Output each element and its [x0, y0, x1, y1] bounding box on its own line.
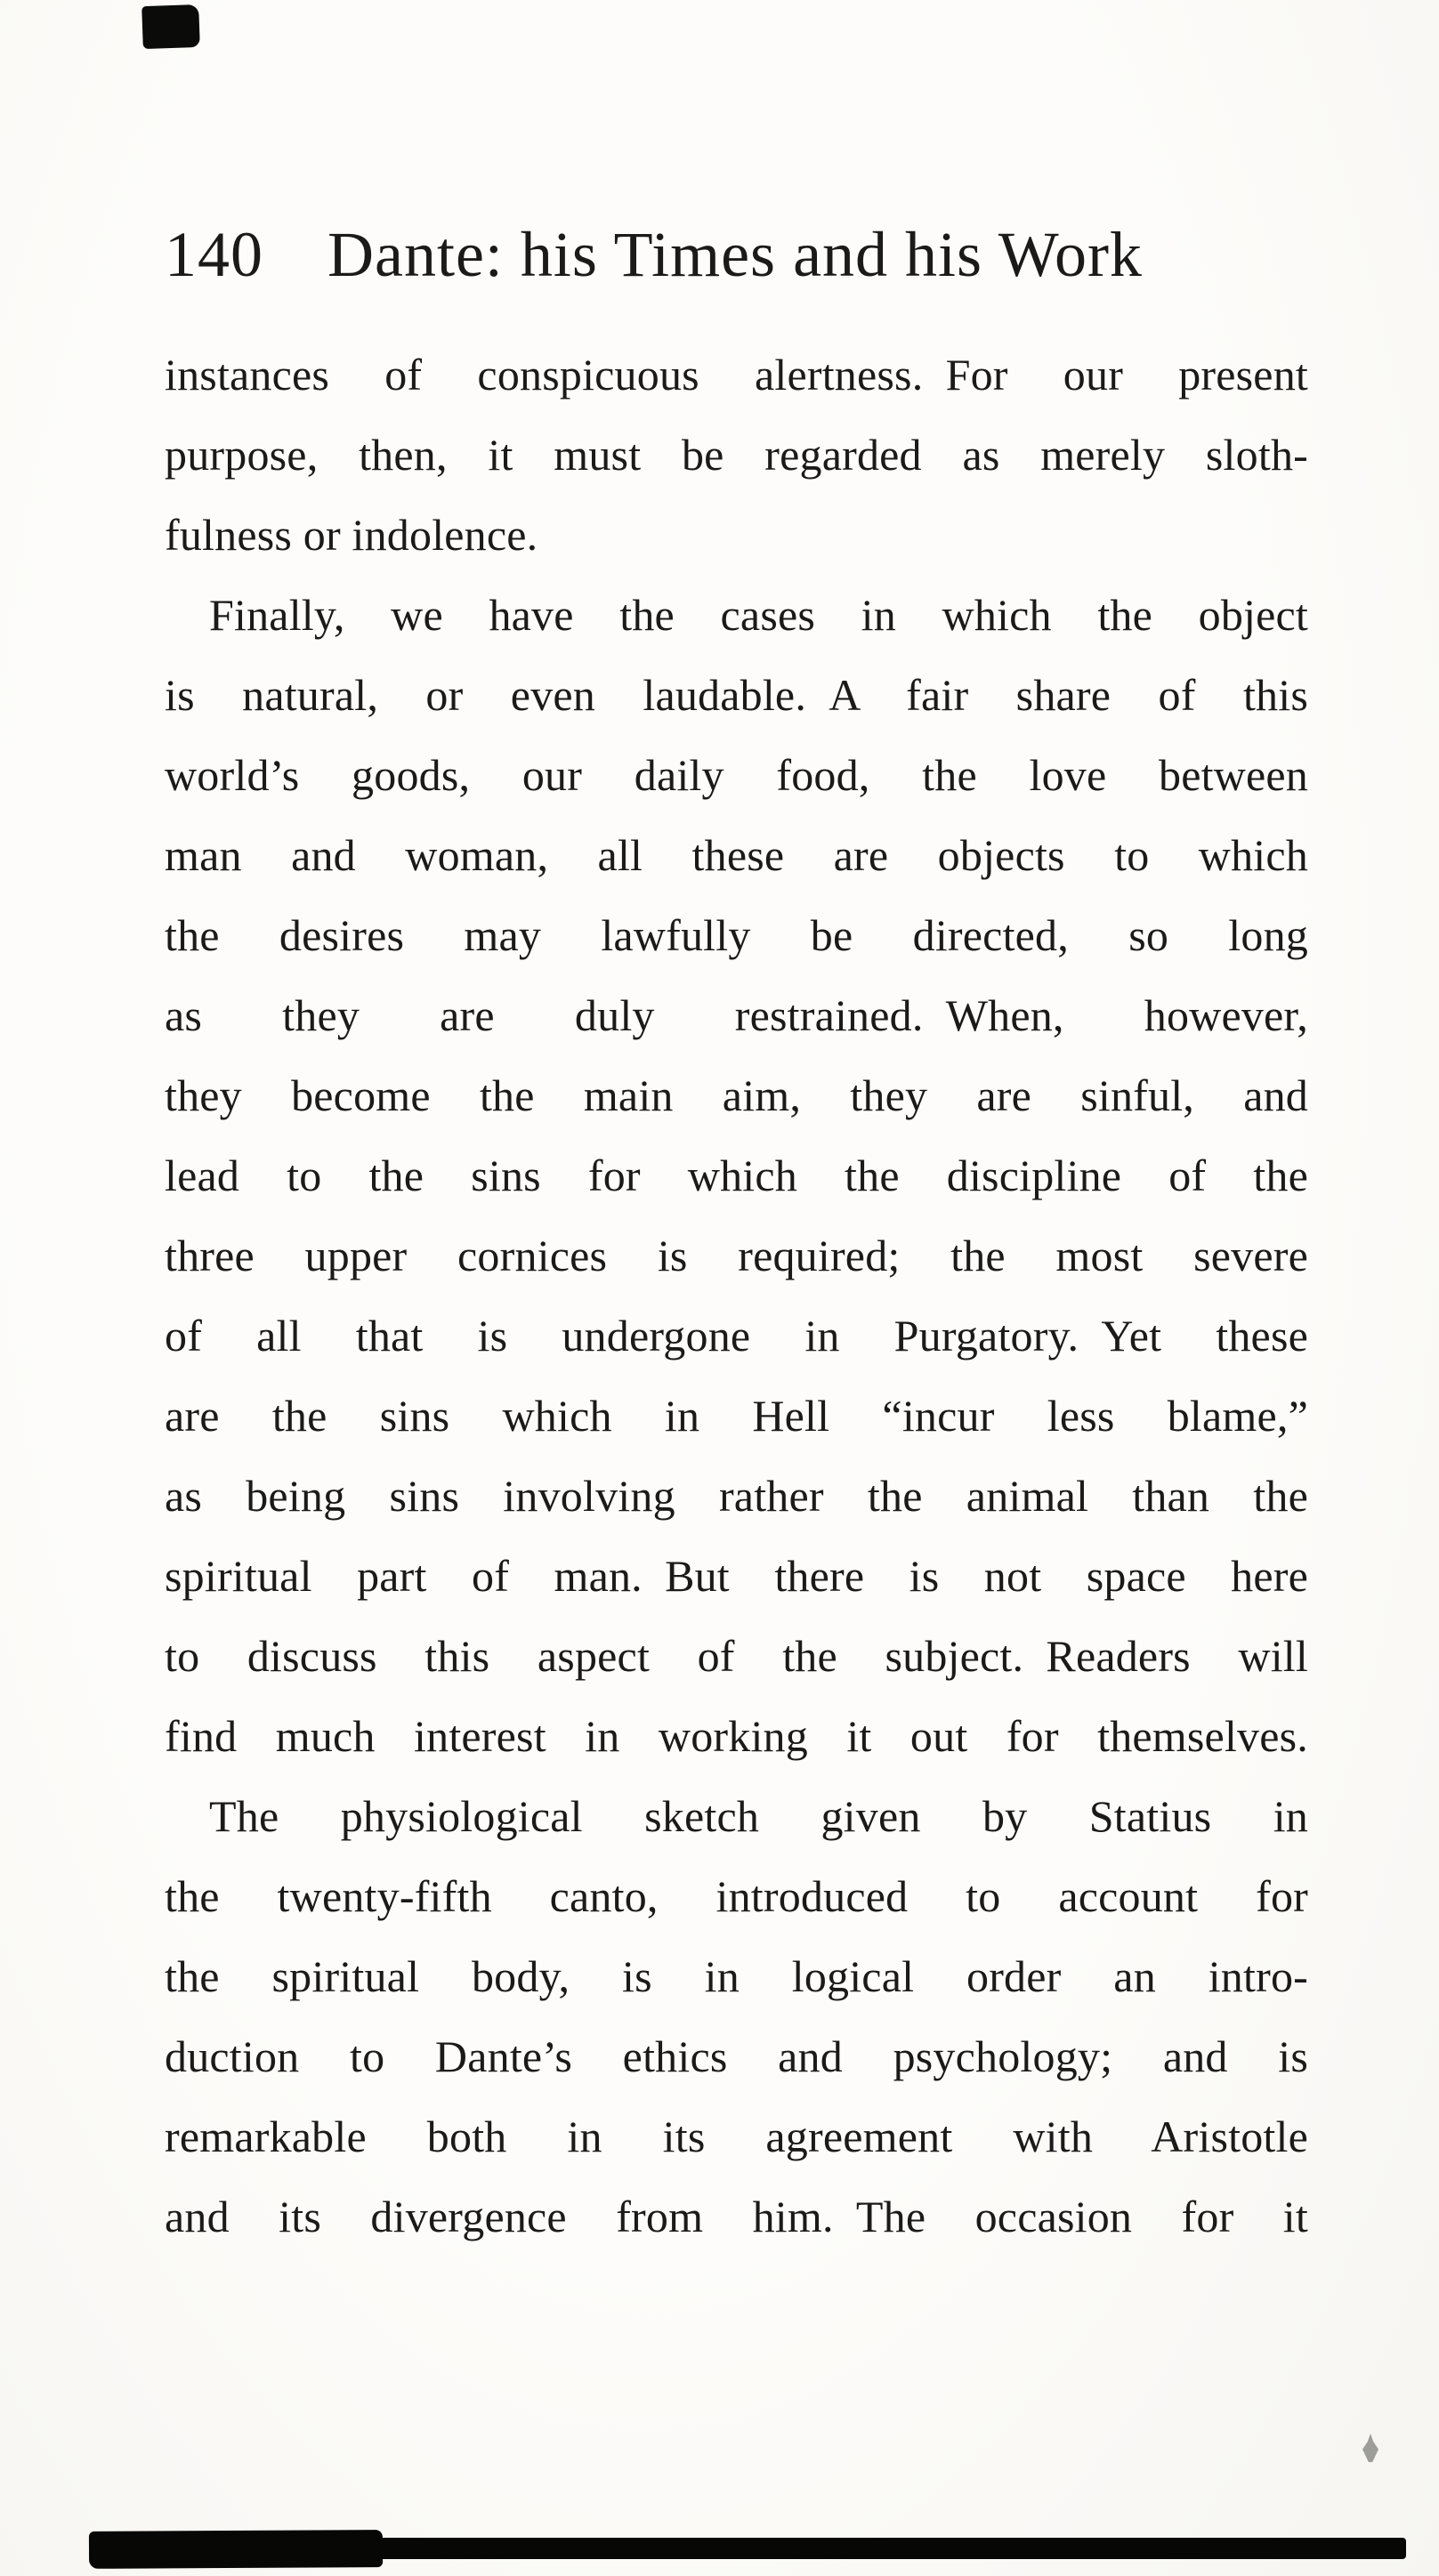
text-line: world’s goods, our daily food, the love between	[165, 750, 1308, 800]
text-line: Finally, we have the cases in which the object	[209, 590, 1308, 640]
scan-artifact-bottom-right	[1362, 2434, 1378, 2462]
running-header	[165, 221, 1322, 288]
text-line: remarkable both in its agreement with Aristotle	[165, 2112, 1308, 2161]
paragraph	[165, 335, 1308, 575]
text-line: find much interest in working it out for themselves.	[165, 1711, 1308, 1761]
text-line: man and woman, all these are objects to which	[165, 830, 1308, 880]
text-line: they become the main aim, they are sinful, and	[165, 1070, 1308, 1120]
scan-artifact-bottom-bar	[89, 2538, 1406, 2559]
text-line: spiritual part of man. But there is not space here	[165, 1551, 1308, 1601]
text-line: The physiological sketch given by Statius in	[209, 1791, 1308, 1841]
paragraph	[165, 1776, 1308, 2257]
page-number: 140	[165, 219, 263, 290]
text-line: as being sins involving rather the animal than the	[165, 1471, 1308, 1521]
book-title: Dante: his Times and his Work	[327, 219, 1143, 290]
text-line: purpose, then, it must be regarded as merely sloth-	[165, 430, 1308, 480]
text-line: as they are duly restrained. When, however,	[165, 990, 1308, 1040]
page-body	[165, 335, 1308, 2257]
text-line: are the sins which in Hell “incur less blame,”	[165, 1391, 1308, 1441]
scan-artifact-top-left	[141, 4, 200, 49]
text-line: to discuss this aspect of the subject. Readers will	[165, 1631, 1308, 1681]
text-line: lead to the sins for which the discipline of the	[165, 1151, 1308, 1200]
text-line: the spiritual body, is in logical order an intro-	[165, 1951, 1308, 2001]
text-line: the desires may lawfully be directed, so long	[165, 910, 1308, 960]
text-line: the twenty-fifth canto, introduced to account for	[165, 1871, 1308, 1921]
text-line: fulness or indolence.	[165, 510, 538, 560]
text-line: instances of conspicuous alertness. For our present	[165, 350, 1308, 400]
text-line: and its divergence from him. The occasion for it	[165, 2192, 1308, 2241]
text-line: duction to Dante’s ethics and psychology; and is	[165, 2031, 1308, 2081]
text-line: is natural, or even laudable. A fair share of this	[165, 670, 1308, 720]
text-line: of all that is undergone in Purgatory. Yet these	[165, 1311, 1308, 1361]
paragraph	[165, 575, 1308, 1776]
text-line: three upper cornices is required; the most severe	[165, 1231, 1308, 1280]
